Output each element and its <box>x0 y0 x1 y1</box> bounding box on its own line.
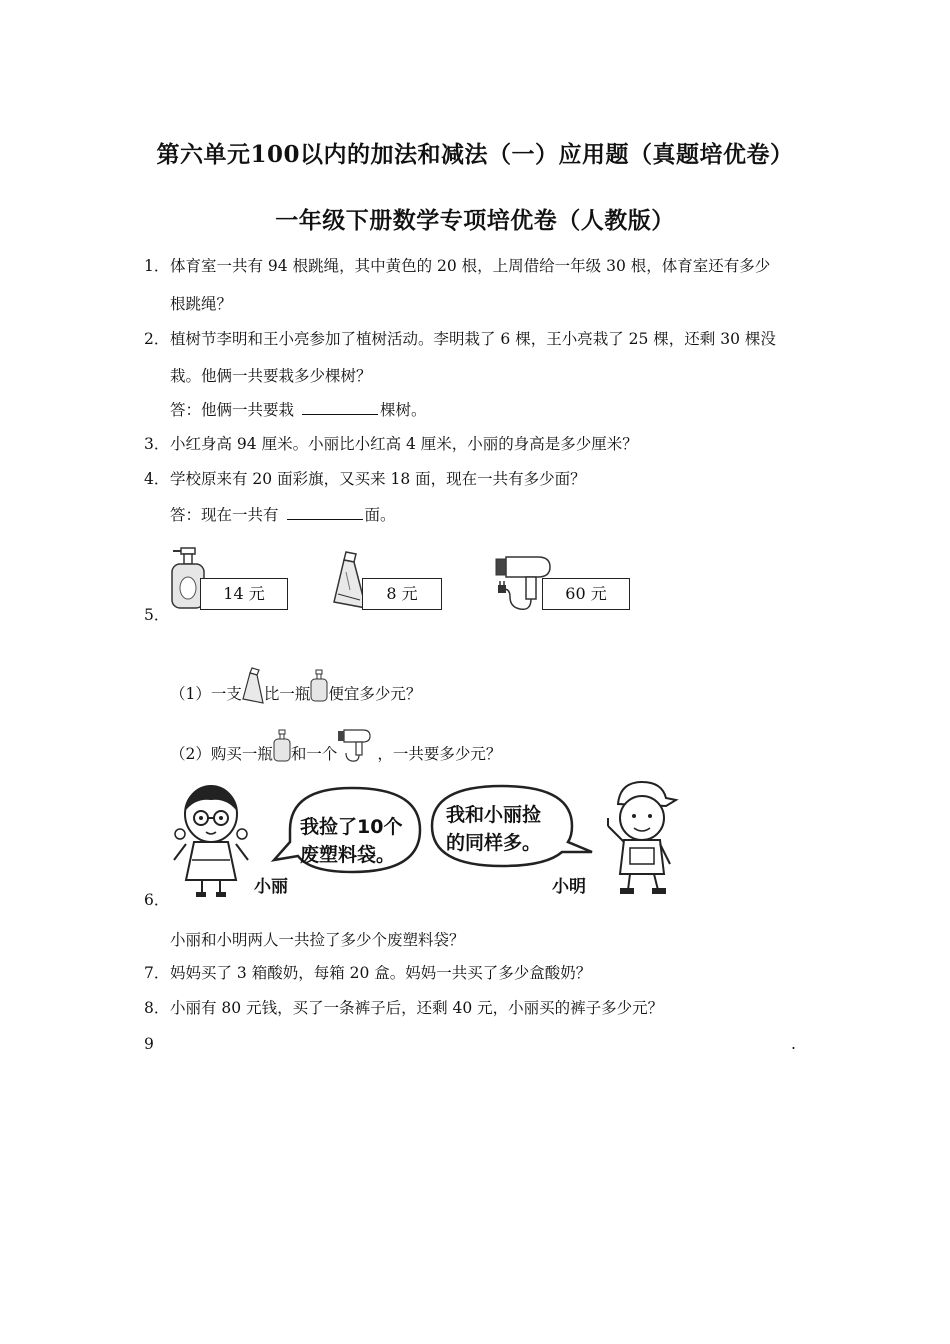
question-4-text: 学校原来有 20 面彩旗，又买来 18 面，现在一共有多少面？ <box>170 470 586 488</box>
question-4-number: 4． <box>144 470 170 488</box>
speech-bubble-left-line2: 废塑料袋。 <box>300 844 396 866</box>
hair-dryer-icon <box>337 727 373 763</box>
question-5-sub1-part1: （1）一支 <box>170 685 242 703</box>
question-7-number: 7． <box>144 964 170 982</box>
speech-bubble-right-line1: 我和小丽捡 <box>446 804 542 826</box>
question-5-sub2-part2: 和一个 <box>290 745 338 763</box>
boy-illustration <box>596 778 680 900</box>
question-8-number: 8． <box>144 999 170 1017</box>
question-5-sub2 <box>170 727 501 764</box>
question-7-text: 妈妈买了 3 箱酸奶，每箱 20 盒。妈妈一共买了多少盒酸奶？ <box>170 964 592 982</box>
question-2-number: 2． <box>144 330 170 348</box>
page-title: 第六单元100以内的加法和减法（一）应用题（真题培优卷） <box>156 141 794 168</box>
question-5-sub2-part1: （2）购买一瓶 <box>170 745 273 763</box>
lotion-price-box: 14 元 <box>200 578 288 610</box>
question-9-trailing-dot: . <box>791 1035 796 1053</box>
girl-illustration <box>166 780 256 900</box>
page-subtitle: 一年级下册数学专项培优卷（人教版） <box>275 207 675 234</box>
question-5-number: 5． <box>144 606 170 624</box>
question-3-text: 小红身高 94 厘米。小丽比小红高 4 厘米，小丽的身高是多少厘米？ <box>170 435 638 453</box>
question-5-sub1 <box>170 667 421 705</box>
question-4-answer-suffix: 面。 <box>364 506 396 524</box>
speech-bubble-right-line2: 的同样多。 <box>446 832 542 854</box>
question-9-number: 9 <box>144 1035 154 1053</box>
question-2-answer-line <box>170 400 427 420</box>
question-1-text-line1: 体育室一共有 94 根跳绳，其中黄色的 20 根，上周借给一年级 30 根，体育室还有多少 <box>170 257 771 275</box>
question-8-text: 小丽有 80 元钱，买了一条裤子后，还剩 40 元，小丽买的裤子多少元？ <box>170 999 664 1017</box>
question-1-number: 1． <box>144 257 170 275</box>
question-4-answer-line <box>170 505 396 525</box>
question-6-text: 小丽和小明两人一共捡了多少个废塑料袋？ <box>170 931 465 949</box>
toothpaste-price-box: 8 元 <box>362 578 442 610</box>
question-1-text-line2: 根跳绳？ <box>170 295 233 313</box>
question-5-sub2-part3: ，一共要多少元？ <box>377 745 502 763</box>
question-6-number: 6． <box>144 891 170 909</box>
toothpaste-icon <box>242 667 264 705</box>
question-4-answer-prefix: 答：现在一共有 <box>170 506 279 524</box>
question-2-text-line1: 植树节李明和王小亮参加了植树活动。李明栽了 6 棵，王小亮栽了 25 棵，还剩 30 棵没 <box>170 330 776 348</box>
question-5-sub1-part2: 比一瓶 <box>263 685 311 703</box>
name-label-left: 小丽 <box>254 877 288 897</box>
question-5-sub1-part3: 便宜多少元？ <box>328 685 422 703</box>
question-2-answer-prefix: 答：他俩一共要栽 <box>170 401 295 419</box>
question-3-number: 3． <box>144 435 170 453</box>
lotion-bottle-icon <box>310 669 328 703</box>
speech-bubble-left-line1: 我捡了10个 <box>300 816 403 838</box>
question-2-text-line2: 栽。他俩一共要栽多少棵树？ <box>170 367 372 385</box>
question-4-answer-blank[interactable] <box>287 505 363 520</box>
question-2-answer-suffix: 棵树。 <box>380 401 427 419</box>
name-label-right: 小明 <box>552 877 586 897</box>
lotion-bottle-icon <box>273 729 291 763</box>
hair-dryer-price-box: 60 元 <box>542 578 630 610</box>
question-2-answer-blank[interactable] <box>302 400 378 415</box>
